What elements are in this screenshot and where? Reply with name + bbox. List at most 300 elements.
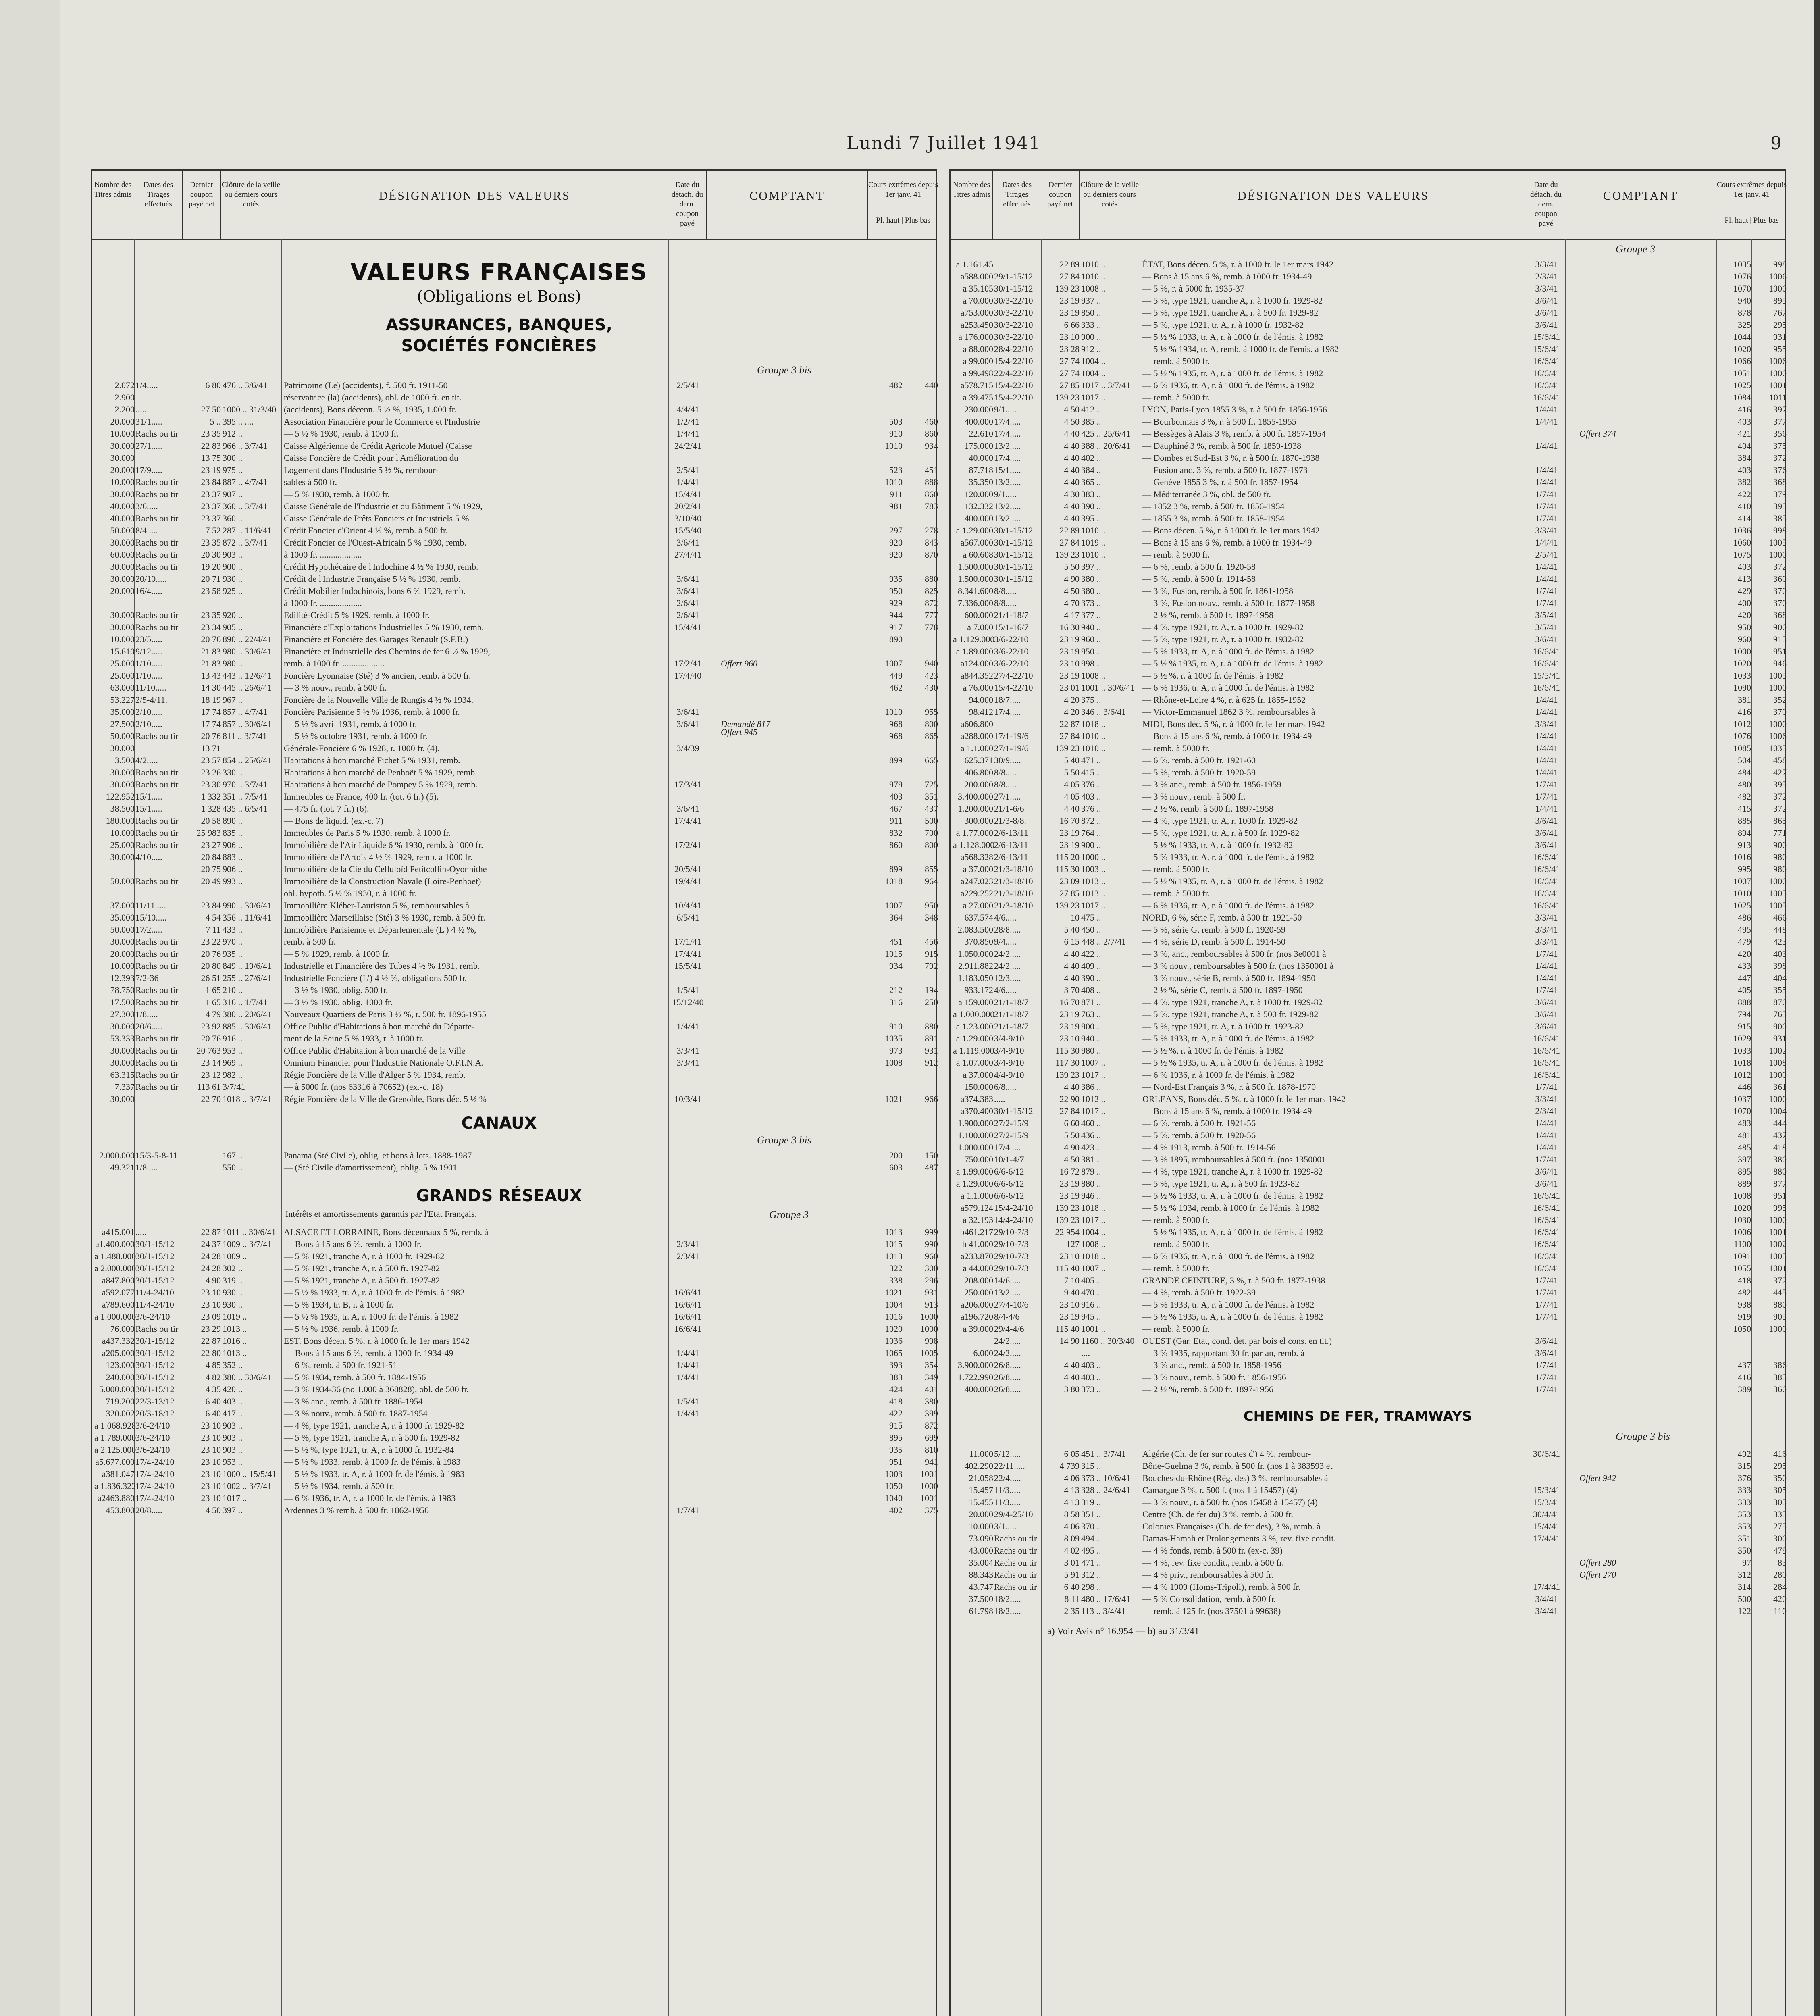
cell-dates: 17/4..... [994, 707, 1021, 717]
cell-cloture: 1011 .. 30/6/41 [223, 1227, 276, 1237]
cell-designation: — Nord-Est Français 3 %, r. à 500 fr. 1878-1970 [1142, 1082, 1316, 1092]
cell-plus-haut: 1004 [885, 1300, 903, 1310]
cell-plus-bas: 1004 [1769, 1106, 1787, 1116]
cell-date-detach: 3/6/41 [676, 537, 699, 548]
table-row [94, 1045, 938, 1058]
cell-coupon: 4 40 [1064, 429, 1080, 439]
cell-coupon: 23 10 [1059, 1251, 1080, 1261]
cell-designation: — 3 % nouv., remb. à 500 fr. [1142, 791, 1246, 802]
cell-coupon: 24 28 [201, 1251, 221, 1261]
cell-designation: — 5 % 1921, tranche A, r. à 500 fr. 1927-82 [284, 1275, 440, 1285]
cell-date-detach: 3/3/41 [1535, 937, 1558, 947]
cell-dates: 27/1-19/6 [994, 743, 1029, 753]
cell-dates: 11/3..... [994, 1485, 1021, 1495]
cell-cloture: 550 .. [223, 1162, 243, 1173]
cell-cloture: 903 .. [223, 550, 243, 560]
cell-nombre: 78.750 [110, 985, 135, 995]
cell-cloture: 906 .. [223, 864, 243, 874]
cell-plus-bas: 1002 [1769, 1045, 1787, 1056]
cell-plus-haut: 462 [889, 683, 903, 693]
table-row [94, 562, 934, 574]
cell-nombre: 30.000 [110, 937, 135, 947]
cell-cloture: 1013 .. [1081, 876, 1106, 886]
cell-nombre: 25.000 [110, 840, 135, 850]
cell-plus-haut: 1020 [1733, 658, 1751, 669]
cell-coupon: 20 71 [201, 574, 221, 584]
cell-plus-haut: 1010 [1733, 888, 1751, 898]
cell-designation: — 2 ½ %, remb. à 500 fr. 1897-1958 [1142, 804, 1274, 814]
cell-plus-haut: 414 [1738, 513, 1751, 523]
cell-nombre: 1.200.000 [958, 804, 993, 814]
cell-designation: Crédit Mobilier Indochinois, bons 6 % 1929, remb. [284, 586, 466, 596]
cell-designation: MIDI, Bons déc. 5 %, r. à 1000 fr. le 1er mars 1942 [1142, 719, 1325, 729]
table-row [94, 1372, 938, 1384]
cell-cloture: 381 .. [1081, 1154, 1101, 1164]
cell-coupon: 23 19 [1059, 840, 1080, 850]
cell-designation: — 6 % 1936, tr. A, r. à 1000 fr. de l'émis. à 1982 [1142, 900, 1315, 910]
cell-dates: 28/4-22/10 [994, 344, 1033, 354]
cell-dates: 21/1-18/7 [994, 1021, 1029, 1031]
cell-cloture: 1004 .. [1081, 368, 1106, 378]
section-grands-reseaux: GRANDS RÉSEAUX [416, 1187, 582, 1205]
cell-nombre: a 1.789.000 [94, 1433, 136, 1443]
cell-plus-haut: 297 [889, 525, 903, 535]
cell-plus-bas: 500 [925, 816, 938, 826]
cell-plus-bas: 377 [1773, 417, 1787, 427]
table-row [953, 308, 1787, 320]
cell-cloture: 1017 .. [1081, 1106, 1106, 1116]
cell-cloture: 887 .. 4/7/41 [223, 477, 268, 487]
cell-dates: 17/4-24/10 [135, 1493, 175, 1503]
cell-dates: 29/10-7/3 [994, 1251, 1029, 1261]
cell-cloture: 1001 .. [1081, 1324, 1106, 1334]
cell-coupon: 23 10 [201, 1300, 221, 1310]
cell-cloture: 1000 .. 15/5/41 [223, 1469, 277, 1479]
cell-cloture: 903 .. [223, 1420, 243, 1431]
cell-coupon: 23 35 [201, 429, 221, 439]
cell-plus-bas: 354 [925, 1360, 938, 1370]
cell-cloture: 287 .. 11/6/41 [223, 525, 272, 535]
cell-dates: 18/2..... [994, 1606, 1021, 1616]
table-row [953, 1130, 1787, 1142]
cell-coupon: 127 [1066, 1239, 1080, 1249]
cell-nombre: a 1.488.000 [94, 1251, 136, 1261]
cell-nombre: a 1.29.000 [956, 525, 993, 535]
cell-plus-bas: 360 [1773, 574, 1787, 584]
cell-date-detach: 1/7/41 [1535, 1360, 1558, 1370]
col-comptant: COMPTANT [707, 171, 868, 239]
cell-designation: — Rhône-et-Loire 4 %, r. à 625 fr. 1855-1952 [1142, 695, 1306, 705]
table-row [953, 380, 1787, 392]
cell-designation: — 5 ½ % 1935, tr. A, r. à 1000 fr. de l'émis. à 1982 [1142, 1058, 1323, 1068]
cell-coupon: 6 15 [1064, 937, 1080, 947]
cell-plus-haut: 915 [889, 1420, 903, 1431]
cell-dates: 30/3-22/10 [994, 296, 1033, 306]
cell-date-detach: 3/6/41 [1535, 997, 1558, 1007]
cell-date-detach: 3/6/41 [1535, 1166, 1558, 1177]
cell-plus-bas: 1001 [920, 1469, 938, 1479]
table-row [94, 791, 938, 804]
cell-plus-bas: 466 [1773, 912, 1787, 923]
cell-dates: Rachs ou tir [135, 489, 179, 499]
cell-plus-haut: 951 [889, 1457, 903, 1467]
cell-coupon: 27 84 [1059, 731, 1080, 741]
cell-coupon: 23 10 [201, 1433, 221, 1443]
cell-dates: 6/6-6/12 [994, 1166, 1024, 1177]
cell-plus-bas: 349 [925, 1372, 938, 1382]
cell-plus-bas: 352 [1773, 695, 1787, 705]
cell-dates: Rachs ou tir [135, 550, 179, 560]
cell-designation: Régie Foncière de la Ville de Grenoble, Bons déc. 5 ½ % [284, 1094, 487, 1104]
cell-nombre: 17.500 [110, 997, 135, 1007]
cell-cloture: 390 .. [1081, 973, 1101, 983]
table-row [953, 1082, 1787, 1094]
cell-designation: — 5 %, type 1921, tr. A, r. à 500 fr. 1923-82 [1142, 1179, 1300, 1189]
cell-date-detach: 17/3/41 [674, 779, 702, 789]
table-row [953, 1070, 1787, 1082]
cell-date-detach: 1/4/41 [1535, 404, 1558, 414]
cell-designation: — 5 %, type 1921, tr. A, r. à 1000 fr. 1923-82 [1142, 1021, 1304, 1031]
cell-date-detach: 1/7/41 [1535, 586, 1558, 596]
table-row [94, 1420, 938, 1433]
cell-cloture: 167 .. [223, 1150, 243, 1160]
cell-dates: 8/8..... [994, 586, 1017, 596]
cell-designation: EST, Bons décen. 5 %, r. à 1000 fr. le 1er mars 1942 [284, 1336, 470, 1346]
table-row [94, 1481, 938, 1493]
cell-date-detach: 16/6/41 [1533, 876, 1560, 886]
cell-date-detach: 4/4/41 [676, 404, 699, 414]
cell-dates: 30/1-15/12 [135, 1336, 175, 1346]
cell-plus-bas: 348 [925, 912, 938, 923]
cell-coupon: 23 19 [1059, 1312, 1080, 1322]
table-row [94, 1360, 938, 1372]
cell-cloture: 1003 .. [1081, 864, 1106, 874]
cell-designation: — 2 ½ %, remb. à 500 fr. 1897-1958 [1142, 610, 1274, 620]
cell-nombre: a205.000 [102, 1348, 135, 1358]
cell-nombre: 37.000 [110, 900, 135, 910]
cell-plus-haut: 895 [889, 1433, 903, 1443]
cell-designation: — 5 %, type 1921, tranche A, r. à 500 fr. 1929-82 [1142, 308, 1319, 318]
cell-dates: Rachs ou tir [994, 1545, 1037, 1556]
cell-cloture: 435 .. 6/5/41 [223, 804, 268, 814]
cell-nombre: 10.000 [110, 429, 135, 439]
table-row [953, 646, 1787, 658]
cell-coupon: 23 58 [201, 586, 221, 596]
cell-coupon: 13 43 [201, 671, 221, 681]
cell-cloture: 403 .. [1081, 1372, 1101, 1382]
cell-date-detach: 3/6/41 [1535, 1348, 1558, 1358]
cell-cloture: 970 .. [223, 937, 243, 947]
table-row [953, 791, 1787, 804]
cell-cloture: 388 .. 20/6/41 [1081, 441, 1131, 451]
cell-coupon: 6 60 [1064, 1118, 1080, 1128]
cell-nombre: 750.000 [964, 1154, 993, 1164]
cell-cloture: 448 .. 2/7/41 [1081, 937, 1126, 947]
cell-cloture: 1008 .. [1081, 671, 1106, 681]
table-row [953, 356, 1787, 368]
cell-coupon: 20 58 [201, 816, 221, 826]
table-row [953, 731, 1787, 743]
cell-designation: à 1000 fr. ................... [284, 598, 362, 608]
cell-nombre: 406.800 [964, 767, 993, 777]
cell-dates: 3/6-22/10 [994, 658, 1029, 669]
cell-dates: 15/3-5-8-11 [135, 1150, 178, 1160]
cell-plus-bas: 915 [925, 949, 938, 959]
cell-coupon: 16 30 [1059, 622, 1080, 632]
cell-designation: — 475 fr. (tot. 7 fr.) (6). [284, 804, 369, 814]
table-row [953, 1348, 1782, 1360]
cell-designation: — 6 %, remb. à 500 fr. 1921-51 [284, 1360, 397, 1370]
cell-coupon: 27 85 [1059, 888, 1080, 898]
cell-nombre: 7.337 [114, 1082, 135, 1092]
cell-designation: à 1000 fr. ................... [284, 550, 362, 560]
cell-dates: 29/4-25/10 [994, 1509, 1033, 1519]
cell-designation: — 5 ½ %, r. à 1000 fr. de l'émis. à 1982 [1142, 671, 1283, 681]
cell-nombre: 120.000 [964, 489, 993, 499]
cell-plus-haut: 1007 [1733, 876, 1751, 886]
cell-plus-bas: 891 [925, 1033, 938, 1043]
cell-nombre: a415.001 [102, 1227, 135, 1237]
cell-cloture: 940 .. [1081, 1033, 1101, 1043]
cell-plus-bas: 386 [1773, 1360, 1787, 1370]
cell-nombre: 20.000 [110, 417, 135, 427]
cell-coupon: 4 70 [1064, 598, 1080, 608]
table-row [94, 1070, 934, 1082]
cell-designation: — Bons décen. 5 %, r. à 1000 fr. le 1er mars 1942 [1142, 525, 1320, 535]
col-nombre-titres: Nombre des Titres admis [92, 171, 134, 239]
cell-plus-bas: 379 [1773, 489, 1787, 499]
table-row [94, 1324, 938, 1336]
table-row [953, 1154, 1787, 1166]
cell-date-detach: 17/2/41 [674, 840, 702, 850]
cell-designation: — Victor-Emmanuel 1862 3 %, remboursables à [1142, 707, 1315, 717]
cell-coupon: 23 19 [1059, 1179, 1080, 1189]
cell-designation: — 3 % 1895, remboursables à 500 fr. (nos 1350001 [1142, 1154, 1326, 1164]
cell-designation: Centre (Ch. de fer du) 3 %, remb. à 500 fr. [1142, 1509, 1293, 1519]
cell-coupon: 1 332 [201, 791, 221, 802]
cell-dates: 13/2..... [994, 441, 1021, 451]
cell-designation: — Méditerranée 3 %, obl. de 500 fr. [1142, 489, 1271, 499]
table-row [94, 1227, 938, 1239]
cell-designation: Immobilière Parisienne et Départementale (L') 4 ½ %, [284, 925, 476, 935]
cell-date-detach: 2/3/41 [676, 1239, 699, 1249]
cell-plus-bas: 960 [925, 1251, 938, 1261]
cell-coupon: 115 30 [1055, 1045, 1080, 1056]
cell-designation: Immobilière de l'Air Liquide 6 % 1930, remb. à 1000 fr. [284, 840, 483, 850]
cell-date-detach: 1/4/41 [1535, 562, 1558, 572]
right-column-headers [951, 171, 1785, 240]
cell-plus-haut: 1015 [885, 1239, 903, 1249]
cell-cloture: 380 .. [1081, 574, 1101, 584]
cell-plus-bas: 375 [925, 1505, 938, 1515]
cell-plus-haut: 446 [1738, 1082, 1751, 1092]
table-row [953, 1179, 1787, 1191]
cell-coupon: 14 30 [201, 683, 221, 693]
cell-plus-haut: 523 [889, 465, 903, 475]
cell-cloture: 375 .. [1081, 695, 1101, 705]
cell-dates: 2/10..... [135, 707, 162, 717]
cell-dates: 29/4-4/6 [994, 1324, 1024, 1334]
cell-cloture: 937 .. [1081, 296, 1101, 306]
cell-designation: Damas-Hamah et Prolongements 3 %, rev. fixe condit. [1142, 1533, 1336, 1543]
table-row [94, 888, 934, 900]
cell-date-detach: 3/6/41 [1535, 308, 1558, 318]
cell-dates: 26/8..... [994, 1384, 1021, 1394]
cell-cloture: 351 .. 7/5/41 [223, 791, 268, 802]
cell-designation: — 3 ½ % 1930, oblig. 500 fr. [284, 985, 388, 995]
cell-plus-bas: 990 [925, 1239, 938, 1249]
cell-cloture: 356 .. 11/6/41 [223, 912, 272, 923]
cell-cloture: 1001 .. 30/6/41 [1081, 683, 1135, 693]
cell-designation: — 5 %, type 1921, tranche A, r. à 500 fr. 1929-82 [1142, 1009, 1319, 1019]
cell-plus-haut: 312 [1738, 1570, 1751, 1580]
cell-plus-haut: 1012 [1733, 719, 1751, 729]
cell-plus-bas: 376 [1773, 465, 1787, 475]
cell-date-detach: 1/4/41 [676, 1360, 699, 1370]
cell-nombre: 933.172 [964, 985, 993, 995]
cell-plus-bas: 955 [925, 707, 938, 717]
table-row [94, 622, 938, 634]
table-row [953, 332, 1787, 344]
left-rows [92, 243, 936, 2016]
cell-cloture: 940 .. [1081, 622, 1101, 632]
cell-plus-haut: 1020 [1733, 1203, 1751, 1213]
cell-cloture: 319 .. [1081, 1497, 1101, 1507]
cell-date-detach: 16/6/41 [1533, 1045, 1560, 1056]
cell-coupon: 115 40 [1055, 1263, 1080, 1273]
table-row [94, 1336, 938, 1348]
cell-designation: — remb. à 5000 fr. [1142, 1263, 1210, 1273]
cell-plus-haut: 981 [889, 501, 903, 511]
cell-coupon: 23 19 [1059, 828, 1080, 838]
cell-plus-bas: 416 [1773, 1449, 1787, 1459]
cell-plus-bas: 800 [925, 719, 938, 729]
cell-plus-haut: 315 [1738, 1461, 1751, 1471]
cell-date-detach: 1/7/41 [1535, 1384, 1558, 1394]
cell-date-detach: 16/6/41 [1533, 1070, 1560, 1080]
right-table [949, 169, 1786, 2016]
cell-plus-haut: 415 [1738, 804, 1751, 814]
table-row [953, 1191, 1787, 1203]
cell-dates: 8/8..... [994, 779, 1017, 789]
section-chemins-de-fer: CHEMINS DE FER, TRAMWAYS [1243, 1408, 1472, 1425]
cell-coupon: 7 52 [205, 525, 221, 535]
cell-cloture: 409 .. [1081, 961, 1101, 971]
cell-plus-bas: 912 [925, 1058, 938, 1068]
cell-cloture: 1013 .. [1081, 888, 1106, 898]
cell-plus-haut: 911 [889, 816, 903, 826]
cell-plus-haut: 400 [1738, 598, 1751, 608]
cell-coupon: 6 40 [1064, 1582, 1080, 1592]
cell-nombre: 2.900 [114, 392, 135, 402]
cell-nombre: 43.000 [969, 1545, 993, 1556]
cell-nombre: 98.412 [969, 707, 993, 717]
cell-plus-bas: 900 [1773, 1021, 1787, 1031]
cell-plus-haut: 910 [889, 1021, 903, 1031]
table-row [94, 453, 934, 465]
table-row [953, 1485, 1787, 1497]
cell-date-detach: 16/6/41 [674, 1300, 702, 1310]
cell-plus-bas: 1000 [920, 1324, 938, 1334]
cell-designation: — 3 %, Fusion, remb. à 500 fr. 1861-1958 [1142, 586, 1293, 596]
cell-nombre: 10.000 [110, 828, 135, 838]
cell-nombre: a847.800 [102, 1275, 135, 1285]
cell-designation: — 2 ½ %, remb. à 500 fr. 1897-1956 [1142, 1384, 1274, 1394]
cell-plus-haut: 393 [889, 1360, 903, 1370]
cell-cloture: 476 .. 3/6/41 [223, 380, 268, 390]
cell-plus-haut: 1036 [885, 1336, 903, 1346]
cell-plus-bas: 380 [925, 1396, 938, 1406]
cell-nombre: 200.000 [964, 779, 993, 789]
cell-nombre: 35.000 [110, 707, 135, 717]
cell-plus-bas: 1001 [1769, 380, 1787, 390]
cell-date-detach: 1/4/41 [1535, 767, 1558, 777]
section-obligations-bons: (Obligations et Bons) [417, 287, 581, 305]
cell-designation: — à 5000 fr. (nos 63316 à 70652) (ex.-c. 18) [284, 1082, 443, 1092]
cell-date-detach: 1/7/41 [1535, 1154, 1558, 1164]
cell-dates: Rachs ou tir [135, 779, 179, 789]
cell-dates: 22/4..... [994, 1473, 1021, 1483]
cell-designation: — 5 ½ %, type 1921, tr. A, r. à 1000 fr. 1932-84 [284, 1445, 454, 1455]
table-row [953, 1336, 1782, 1348]
cell-coupon: 4 40 [1064, 1360, 1080, 1370]
cell-plus-haut: 1029 [1733, 1033, 1751, 1043]
cell-coupon: 23 19 [1059, 634, 1080, 644]
group-3-left-label: Groupe 3 [769, 1209, 809, 1220]
cell-plus-haut: 1003 [885, 1469, 903, 1479]
table-row [94, 1384, 938, 1396]
cell-coupon: 1 65 [205, 985, 221, 995]
cell-plus-bas: 855 [925, 864, 938, 874]
cell-nombre: 63.000 [110, 683, 135, 693]
col-nombre-titres-r: Nombre des Titres admis [951, 171, 993, 239]
cell-date-detach: 3/3/41 [1535, 925, 1558, 935]
cell-plus-bas: 194 [925, 985, 938, 995]
table-row [953, 828, 1787, 840]
cell-nombre: 30.000 [110, 574, 135, 584]
cell-date-detach: 16/6/41 [1533, 888, 1560, 898]
cell-dates: Rachs ou tir [994, 1533, 1037, 1543]
cell-date-detach: 16/6/41 [1533, 900, 1560, 910]
cell-designation: — 4 % 1913, remb. à 500 fr. 1914-56 [1142, 1142, 1276, 1152]
cell-coupon: 24 28 [201, 1263, 221, 1273]
cell-plus-haut: 416 [1738, 404, 1751, 414]
cell-plus-bas: 1001 [1769, 1227, 1787, 1237]
cell-coupon: 4 739 [1059, 1461, 1080, 1471]
cell-cloture: 412 .. [1081, 404, 1101, 414]
cell-coupon: 23 35 [201, 610, 221, 620]
cell-cloture: 397 .. [223, 1505, 243, 1515]
table-row [94, 1348, 938, 1360]
group-3-bis-label-2: Groupe 3 bis [757, 1134, 811, 1146]
cell-dates: 30/1-15/12 [135, 1348, 175, 1358]
cell-nombre: a 39.000 [963, 1324, 993, 1334]
table-row [94, 937, 938, 949]
cell-dates: 15/1..... [135, 804, 162, 814]
cell-plus-bas: 397 [1773, 404, 1787, 414]
cell-dates: 8/8..... [994, 767, 1017, 777]
cell-nombre: 208.000 [964, 1275, 993, 1285]
cell-coupon: 4 40 [1064, 973, 1080, 983]
cell-cloture: 970 .. 3/7/41 [223, 779, 268, 789]
cell-coupon: 23 10 [201, 1493, 221, 1503]
cell-designation: Habitations à bon marché de Penhoët 5 % 1929, remb. [284, 767, 477, 777]
cell-nombre: a 1.29.000 [956, 1033, 993, 1043]
cell-designation: — 4 % 1909 (Homs-Tripoli), remb. à 500 fr. [1142, 1582, 1301, 1592]
cell-date-detach: 1/7/41 [1535, 598, 1558, 608]
cell-date-detach: 17/4/41 [674, 816, 702, 826]
cell-plus-bas: 964 [925, 876, 938, 886]
